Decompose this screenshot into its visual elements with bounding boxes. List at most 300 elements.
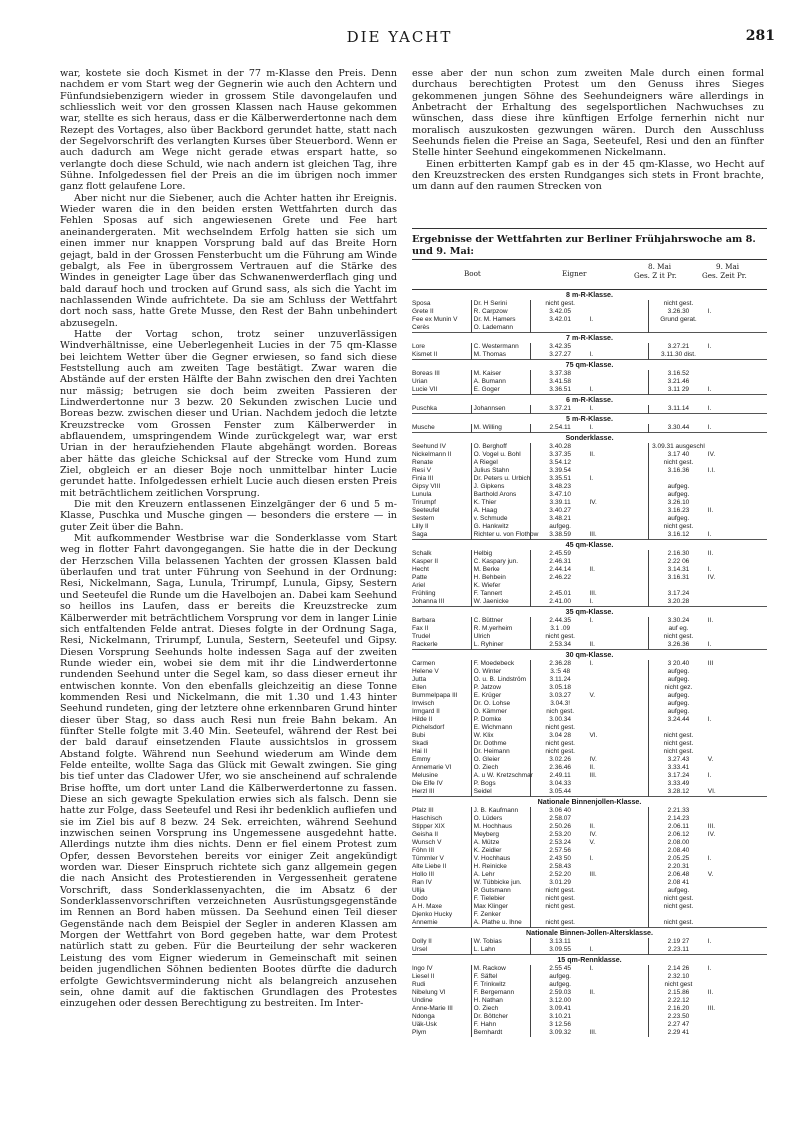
right-text-column [412, 68, 764, 193]
owner-name: E. Goger [471, 386, 530, 395]
day1-time: 3.36.51 [530, 386, 589, 395]
day1-time: 3.42.01 [530, 316, 589, 324]
class-heading: 35 qm-Klasse. [412, 607, 767, 618]
day2-time [649, 911, 708, 919]
boat-name: Emmy [412, 756, 431, 763]
day2-time: 2.20.31 [649, 863, 708, 871]
owner-name: R. Carpzow [471, 308, 530, 316]
day1-prize: I. [589, 475, 594, 482]
day1-prize [589, 740, 648, 748]
running-header-title: DIE YACHT [346, 28, 453, 46]
owner-name: Max Klinger [471, 903, 530, 911]
table-row [412, 491, 767, 499]
boat-name: Annemarie VI [412, 764, 452, 771]
table-row [412, 300, 767, 308]
class-heading: Nationale Binnen-Jollen-Altersklasse. [412, 928, 767, 939]
table-row [412, 700, 767, 708]
table-row [412, 887, 767, 895]
day2-prize [708, 316, 767, 324]
class-heading-row [412, 607, 767, 618]
day1-prize: II. [589, 566, 595, 573]
boat-name: Urian [412, 378, 428, 385]
day1-time: 2.58.43 [530, 863, 589, 871]
day2-time: aufgeg. [649, 483, 708, 491]
day2-prize [708, 558, 767, 566]
day1-prize: I. [589, 598, 594, 605]
owner-name: H. Behbein [471, 574, 530, 582]
day2-prize [708, 815, 767, 823]
day1-time: 3.39.54 [530, 467, 589, 475]
boat-name: A H. Maxe [412, 903, 442, 910]
paragraph: esse aber der nun schon zum zweiten Male durch einen formal durchaus berechtigten Protest um den Genuss ihres Sieges gekommenen jungen Söhne des Seehundeigners wäre allerdings in Anbetracht der Erhaltung des segelsportlichen Nachwuchses zu wünschen, dass diese ihre künftigen Erfolge fernerhin nicht nur moralisch auszukosten gezwungen wären. Durch den Ausschluss Seehunds fielen die Preise an Saga, Seeteufel, Resi und den an fünfter Stelle hinter Seehund eingekommenen Nickelmann. [412, 68, 764, 159]
day1-time: 3.09.41 [530, 1005, 589, 1013]
owner-name: Dr. Peters u. Urbich [471, 475, 530, 483]
class-heading: Nationale Binnenjollen-Klasse. [412, 797, 767, 808]
boat-name: Hecht [412, 566, 429, 573]
day1-time: 2.59.03 [530, 989, 589, 997]
owner-name: O. Kämmer [471, 708, 530, 716]
table-row [412, 823, 767, 831]
day1-prize: II. [589, 641, 595, 648]
day1-prize: I. [589, 617, 594, 624]
boat-name: Ullja [412, 887, 425, 894]
owner-name: V. Hochhaus [471, 855, 530, 863]
class-heading-row [412, 433, 767, 444]
owner-name: M. Rackow [471, 965, 530, 973]
day1-prize: III. [589, 772, 597, 779]
table-row [412, 405, 767, 414]
class-heading-row [412, 395, 767, 406]
day1-time [530, 911, 589, 919]
boat-name: Haschisch [412, 815, 442, 822]
day2-time: nicht gest [649, 981, 708, 989]
table-row [412, 716, 767, 724]
day1-prize [589, 343, 648, 351]
owner-name: O. Lüders [471, 815, 530, 823]
owner-name: F. Zenker [471, 911, 530, 919]
day2-time [649, 475, 708, 483]
boat-name: Tümmler V [412, 855, 444, 862]
day1-prize [589, 938, 648, 946]
table-row [412, 724, 767, 732]
day1-time: 3.40.28 [530, 443, 589, 451]
day1-prize [589, 981, 648, 989]
day2-prize [708, 590, 767, 598]
day2-time: aufgeg. [649, 887, 708, 895]
left-text-column [60, 68, 397, 1010]
boat-name: Annemie [412, 919, 438, 926]
day1-prize: III. [589, 1029, 597, 1036]
day2-prize: V. [707, 756, 714, 763]
day1-prize [589, 550, 648, 558]
boat-name: Kismet II [412, 351, 438, 358]
day1-prize [589, 887, 648, 895]
boat-name: Lunula [412, 491, 432, 498]
boat-name: Liesel II [412, 973, 435, 980]
owner-name: O. Berghoff [471, 443, 530, 451]
day2-time: nicht gez. [649, 684, 708, 692]
day2-time: 3.30.24 [649, 617, 708, 625]
boat-name: Ingo IV [412, 965, 433, 972]
day2-prize [708, 625, 767, 633]
owner-name: M. Willing [471, 424, 530, 433]
day1-time: nicht gest. [530, 919, 589, 928]
table-row [412, 903, 767, 911]
owner-name: M. Thomas [471, 351, 530, 360]
day1-time: 2.43 50 [530, 855, 589, 863]
day1-prize [589, 879, 648, 887]
day2-prize [708, 633, 767, 641]
day1-time: 3.47.10 [530, 491, 589, 499]
boat-name: Seeteufel [412, 507, 440, 514]
day2-time: 3.33.49 [649, 780, 708, 788]
day2-time: 3.16.23 [649, 507, 708, 515]
day2-time: 3.26.36 [649, 641, 708, 650]
day1-prize [589, 507, 648, 515]
day1-time: 3.13.11 [530, 938, 589, 946]
boat-name: Trudel [412, 633, 431, 640]
day2-time: 2.22.12 [649, 997, 708, 1005]
owner-name: O. Gleier [471, 756, 530, 764]
day1-prize: V. [589, 692, 596, 699]
day2-prize [708, 459, 767, 467]
table-row [412, 780, 767, 788]
day2-prize: I. [707, 566, 712, 573]
day1-prize: I. [589, 424, 594, 431]
boat-name: Puschka [412, 405, 437, 412]
owner-name: Seidel [471, 788, 530, 797]
owner-name: Dr. O. Lohse [471, 700, 530, 708]
day2-time: aufgeg. [649, 668, 708, 676]
owner-name: J. Gipkens [471, 483, 530, 491]
owner-name: C. Westermann [471, 343, 530, 351]
day2-prize [708, 911, 767, 919]
boat-name: Ndonga [412, 1013, 435, 1020]
day1-prize [589, 574, 648, 582]
page-number: 281 [745, 28, 775, 44]
column-header-day2-sub: Ges. Zeit Pr. [702, 271, 747, 280]
table-row [412, 343, 767, 351]
day1-prize [589, 788, 648, 797]
owner-name: W. Tobias [471, 938, 530, 946]
table-row [412, 871, 767, 879]
day1-time: 3.02.26 [530, 756, 589, 764]
boat-name: Undine [412, 997, 433, 1004]
day2-time: nicht gest. [649, 459, 708, 467]
class-heading-row [412, 797, 767, 808]
day2-prize: V. [707, 871, 714, 878]
day1-time: 3.04.33 [530, 780, 589, 788]
day1-prize [589, 443, 648, 451]
class-heading: 5 m-R-Klasse. [412, 414, 767, 425]
class-heading: 8 m-R-Klasse. [566, 291, 613, 299]
table-row [412, 788, 767, 797]
results-table [412, 290, 767, 1037]
day1-time: nicht gest. [530, 895, 589, 903]
table-row [412, 499, 767, 507]
owner-name: Helbig [471, 550, 530, 558]
boat-name: Irmgard II [412, 708, 440, 715]
day1-time: 3 12.56 [530, 1021, 589, 1029]
day1-time: 3.10.21 [530, 1013, 589, 1021]
day2-time: 3.11.30 dist. [649, 351, 708, 360]
day2-time [649, 582, 708, 590]
day2-prize [708, 764, 767, 772]
day2-time: 3.11.14 [649, 405, 708, 414]
boat-name: Uäk-Usk [412, 1021, 437, 1028]
table-row [412, 973, 767, 981]
class-heading-row [412, 955, 767, 966]
boat-name: Ellen [412, 684, 427, 691]
boat-name: Trirumpf [412, 499, 436, 506]
day1-prize [589, 515, 648, 523]
day2-prize [708, 973, 767, 981]
day2-time: aufgeg. [649, 692, 708, 700]
owner-name: E. Wichmann [471, 724, 530, 732]
table-row [412, 684, 767, 692]
day1-time: 3.04.3! [530, 700, 589, 708]
day1-time: 2.53.20 [530, 831, 589, 839]
owner-name: Johannsen [471, 405, 530, 414]
paragraph: Hatte der Vortag schon, trotz seiner unzuverlässigen Windverhältnisse, eine Ueberlegenheit Lucies in der 75 qm-Klasse bei leichtem Wetter über die Gegner erwiesen, so fand sich diese Feststellung auch am zweiten Tage bestätigt. Zwar waren die Abstände auf der ersten Hälfte der Bahn zwischen den drei Yachten nur mässig; betrugen sie doch beim zweiten Passieren der Lindwerdertonne nur 3 bezw. 20 Sekunden zwischen Lucie und Boreas bezw. zwischen dieser und Urian. Nachdem jedoch die letzte Kreuzstrecke vom Grossen Fenster zum Kälberwerder in abflauendem, umspringendem Winde zurückgelegt war, war erst Urian in der heraufziehenden Flaute abgehängt worden. Boreas aber hätte das gleiche Schicksal auf der Strecke vom Hund zum Ziel, obgleich er an dieser Boje noch unmittelbar hinter Lucie gerundet hatte. Infolgedessen erhielt Lucie auch diesen ersten Preis mit beträchtlichem zeitlichen Vorsprung. [60, 328, 397, 499]
day1-time: 2.53.34 [530, 641, 589, 650]
day1-time: 3.40.27 [530, 507, 589, 515]
table-row [412, 459, 767, 467]
owner-name: P. Domke [471, 716, 530, 724]
day2-prize [708, 491, 767, 499]
boat-name: Föhn III [412, 847, 435, 854]
day1-time: 3.37.21 [530, 405, 589, 414]
day1-prize [589, 807, 648, 815]
day2-prize [708, 724, 767, 732]
boat-name: Rackerle [412, 641, 438, 648]
day2-prize [708, 895, 767, 903]
day2-prize: I. [707, 405, 712, 412]
results-section [412, 228, 767, 1037]
day2-prize [708, 946, 767, 955]
day2-prize [708, 807, 767, 815]
table-row [412, 467, 767, 475]
boat-name: Nickelmann II [412, 451, 452, 458]
day2-time: 3.26.30 [649, 308, 708, 316]
owner-name: O. Ziech [471, 1005, 530, 1013]
day1-prize: I. [589, 660, 594, 667]
boat-name: Grete II [412, 308, 434, 315]
day1-prize: IV. [589, 499, 597, 506]
day1-prize: II. [589, 989, 595, 996]
owner-name: Dr. M. Hamers [471, 316, 530, 324]
day1-prize: VI. [589, 732, 598, 739]
table-row [412, 732, 767, 740]
day2-prize: I. [707, 641, 712, 648]
day2-prize: II. [707, 507, 714, 514]
day2-time: 3.17.24 [649, 590, 708, 598]
day2-time: 2.22 06 [649, 558, 708, 566]
table-row [412, 308, 767, 316]
table-row [412, 946, 767, 955]
owner-name: Dr. Dothme [471, 740, 530, 748]
day1-prize [589, 633, 648, 641]
day2-prize: I. [707, 938, 712, 945]
table-row [412, 1005, 767, 1013]
day1-prize: I. [589, 855, 594, 862]
owner-name: P. Bogs [471, 780, 530, 788]
table-row [412, 483, 767, 491]
class-heading-row [412, 928, 767, 939]
table-row [412, 507, 767, 515]
day2-time: nicht gest. [649, 732, 708, 740]
paragraph: Die mit den Kreuzern entlassenen Einzelgänger der 6 und 5 m-Klasse, Puschka und Musche gingen — besonders die erstere — in guter Zeit über die Bahn. [60, 499, 397, 533]
table-row [412, 625, 767, 633]
day1-prize: V. [589, 839, 596, 846]
results-body [412, 290, 767, 1037]
boat-name: Barbara [412, 617, 436, 624]
day1-time: 2.54.11 [530, 424, 589, 433]
owner-name: O. Winter [471, 668, 530, 676]
table-row [412, 911, 767, 919]
day1-prize [589, 370, 648, 378]
day2-prize [708, 443, 767, 451]
table-row [412, 879, 767, 887]
day2-time: 3.09.31 ausgeschl [649, 443, 708, 451]
day2-prize [708, 997, 767, 1005]
owner-name: Bernhardt [471, 1029, 530, 1037]
class-heading-row [412, 290, 767, 300]
day2-time: 2.16.20 [649, 1005, 708, 1013]
day1-prize: I. [589, 386, 594, 393]
table-row [412, 386, 767, 395]
day2-prize [708, 378, 767, 386]
day1-prize [589, 582, 648, 590]
day2-time: 3.27.21 [649, 343, 708, 351]
day1-time: nicht gest. [530, 300, 589, 308]
day1-time: nicht gest. [530, 748, 589, 756]
table-row [412, 1013, 767, 1021]
day1-time: 3.04 28 [530, 732, 589, 740]
boat-name: Seehund IV [412, 443, 446, 450]
day1-time: nich gest. [530, 708, 589, 716]
day1-prize: III. [589, 531, 597, 538]
day2-time: 2.05.25 [649, 855, 708, 863]
owner-name: A. Haag [471, 507, 530, 515]
day1-time: 3.41.58 [530, 378, 589, 386]
day2-prize: IV. [707, 574, 716, 581]
boat-name: Sposa [412, 300, 431, 307]
owner-name: F. Moedebeck [471, 660, 530, 668]
owner-name: Richter u. von Flothow [471, 531, 530, 540]
owner-name: A. Mütze [471, 839, 530, 847]
table-row [412, 807, 767, 815]
table-row [412, 641, 767, 650]
table-row [412, 997, 767, 1005]
day2-time: 2.08.40 [649, 847, 708, 855]
owner-name: Meyberg [471, 831, 530, 839]
boat-name: Lilly II [412, 523, 429, 530]
class-heading: 6 m-R-Klasse. [412, 395, 767, 406]
day2-prize: I. [707, 965, 712, 972]
day2-prize [708, 598, 767, 607]
day1-prize: I. [589, 405, 594, 412]
day2-prize [708, 692, 767, 700]
table-row [412, 523, 767, 531]
day2-prize [708, 1029, 767, 1037]
day2-time: nicht gest. [649, 523, 708, 531]
day2-prize [708, 523, 767, 531]
day1-time: aufgeg. [530, 981, 589, 989]
day1-prize [589, 308, 648, 316]
day1-time: 3.11.24 [530, 676, 589, 684]
column-header-day1-sub: Ges. Z it Pr. [634, 271, 677, 280]
day2-prize: I. [707, 531, 712, 538]
day2-prize [708, 839, 767, 847]
day2-time: 2.23.11 [649, 946, 708, 955]
day1-prize [589, 467, 648, 475]
day2-time: nicht gest. [649, 300, 708, 308]
table-row [412, 378, 767, 386]
day2-time: nicht gest. [649, 903, 708, 911]
day2-prize [708, 780, 767, 788]
owner-name: W. Klix [471, 732, 530, 740]
day2-time: Grund gerat. [649, 316, 708, 324]
day2-time: auf eg. [649, 625, 708, 633]
day2-time: 2.16.30 [649, 550, 708, 558]
table-row [412, 855, 767, 863]
day2-time: 3.16.31 [649, 574, 708, 582]
day1-prize: III. [589, 590, 597, 597]
day1-time: 3.35.51 [530, 475, 589, 483]
owner-name: O. Lademann [471, 324, 530, 333]
day2-time [649, 324, 708, 333]
day1-time: 2.44.14 [530, 566, 589, 574]
boat-name: Geisha II [412, 831, 439, 838]
day2-time: 2.23.50 [649, 1013, 708, 1021]
owner-name: W. Tübbicke jun. [471, 879, 530, 887]
owner-name: Dr. Heimann [471, 748, 530, 756]
boat-name: Ursel [412, 946, 428, 953]
day2-time: 3.16.52 [649, 370, 708, 378]
day2-prize: II. [707, 989, 714, 996]
day1-prize: I. [589, 946, 594, 953]
boat-name: Skadi [412, 740, 429, 747]
table-row [412, 515, 767, 523]
table-row [412, 989, 767, 997]
boat-name: Pfalz III [412, 807, 434, 814]
day1-time: 3.42.05 [530, 308, 589, 316]
boat-name: Hai II [412, 748, 428, 755]
table-row [412, 451, 767, 459]
owner-name: R. M.yerheim [471, 625, 530, 633]
day2-time: 3.30.44 [649, 424, 708, 433]
day2-prize: I. [707, 424, 712, 431]
boat-name: Lucie VII [412, 386, 438, 393]
boat-name: Fee ex Munin V [412, 316, 458, 323]
day1-time: nicht gest. [530, 740, 589, 748]
table-row [412, 574, 767, 582]
day1-time: 2.57.56 [530, 847, 589, 855]
day2-time: 2.27 47 [649, 1021, 708, 1029]
owner-name: A. Lehr [471, 871, 530, 879]
day1-prize [589, 780, 648, 788]
owner-name: K. Wiefer [471, 582, 530, 590]
owner-name: G. Hankwitz [471, 523, 530, 531]
day2-time: 3.16.36 [649, 467, 708, 475]
day2-time: nicht gest. [649, 748, 708, 756]
day1-prize [589, 459, 648, 467]
day1-time: 3.03.27 [530, 692, 589, 700]
owner-name: E. Krüger [471, 692, 530, 700]
day2-prize: III. [707, 823, 716, 830]
boat-name: Frühling [412, 590, 436, 597]
